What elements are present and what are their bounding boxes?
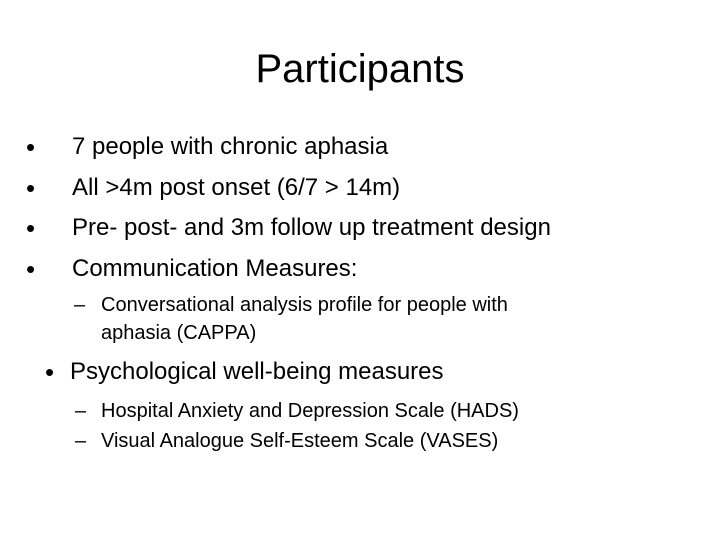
dash-marker: –	[75, 400, 87, 422]
bullet-marker: •	[26, 173, 36, 203]
sub-item-text: Hospital Anxiety and Depression Scale (HADS)	[101, 400, 519, 422]
bullet-marker: •	[26, 213, 36, 243]
bullet-text: Communication Measures:	[72, 255, 358, 282]
sub-item-text-line2: aphasia (CAPPA)	[101, 322, 257, 344]
slide-title: Participants	[255, 47, 465, 91]
bullet-text: 7 people with chronic aphasia	[72, 133, 389, 160]
bullet-marker: •	[26, 254, 36, 284]
bullet-text: All >4m post onset (6/7 > 14m)	[72, 174, 401, 201]
bullet-marker: •	[26, 132, 36, 162]
sub-item-text-line1: Conversational analysis profile for people with	[101, 294, 508, 316]
dash-marker: –	[75, 430, 87, 452]
dash-marker: –	[74, 294, 86, 316]
sub-item-text: Visual Analogue Self-Esteem Scale (VASES)	[101, 430, 499, 452]
bullet-marker: •	[45, 357, 55, 387]
bullet-text: Pre- post- and 3m follow up treatment design	[72, 214, 551, 241]
bullet-text: Psychological well-being measures	[70, 358, 444, 385]
